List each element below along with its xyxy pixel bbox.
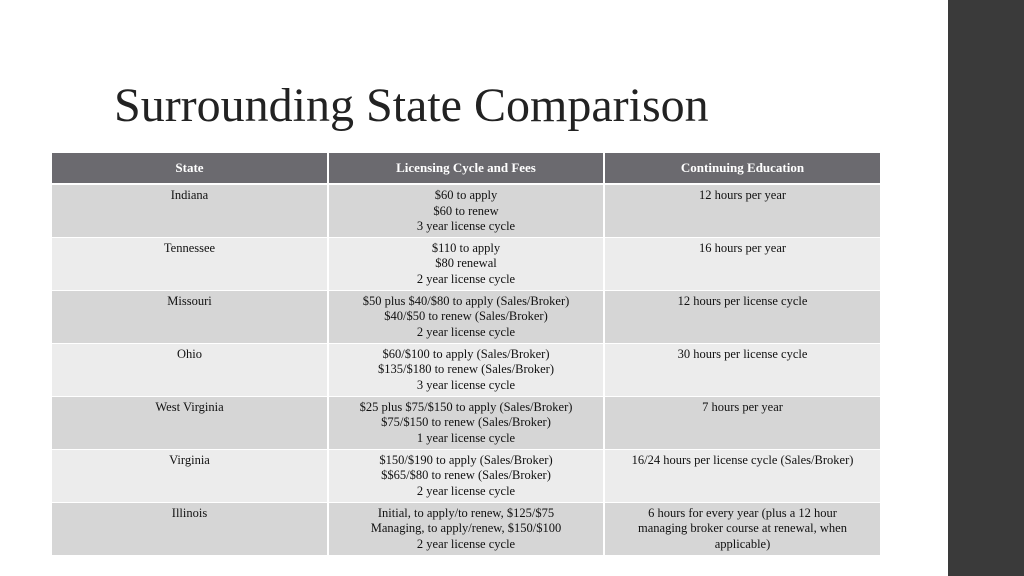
- state-name: Missouri: [167, 293, 212, 308]
- fee-line: $$65/$80 to renew (Sales/Broker): [381, 468, 551, 482]
- table-row: [52, 343, 880, 396]
- ce-cell: [604, 237, 880, 290]
- ce-line: 6 hours for every year (plus a 12 hour: [648, 505, 837, 520]
- ce-line: 16/24 hours per license cycle (Sales/Broker): [631, 452, 854, 467]
- fee-line: $60 to apply: [434, 188, 498, 202]
- fees-cell: [328, 502, 604, 555]
- fee-line: $40/$50 to renew (Sales/Broker): [384, 309, 548, 323]
- fee-line: Managing, to apply/renew, $150/$100: [370, 521, 562, 535]
- state-name: Virginia: [169, 452, 210, 467]
- fees-cell: [328, 449, 604, 502]
- fee-line: $75/$150 to renew (Sales/Broker): [381, 415, 551, 429]
- ce-line: 12 hours per license cycle: [677, 293, 808, 308]
- table-row: [52, 502, 880, 555]
- ce-cell: [604, 396, 880, 449]
- table-row: [52, 237, 880, 290]
- table-row: [52, 184, 880, 237]
- fee-line: 2 year license cycle: [416, 483, 516, 498]
- state-cell: [52, 396, 328, 449]
- ce-cell: [604, 449, 880, 502]
- state-cell: [52, 449, 328, 502]
- state-cell: [52, 237, 328, 290]
- fee-line: $135/$180 to renew (Sales/Broker): [377, 362, 554, 376]
- fee-line: $150/$190 to apply (Sales/Broker): [379, 452, 553, 467]
- header-licensing: Licensing Cycle and Fees: [328, 153, 604, 184]
- ce-line: applicable): [714, 536, 771, 551]
- table-row: [52, 449, 880, 502]
- state-name: West Virginia: [155, 399, 224, 414]
- fees-cell: [328, 184, 604, 237]
- fee-line: $50 plus $40/$80 to apply (Sales/Broker): [362, 293, 570, 308]
- ce-line: 30 hours per license cycle: [677, 346, 808, 361]
- fee-line: Initial, to apply/to renew, $125/$75: [377, 505, 555, 520]
- state-name: Indiana: [170, 188, 209, 202]
- fee-line: 2 year license cycle: [416, 536, 516, 551]
- ce-line: 16 hours per year: [698, 240, 787, 255]
- header-education: Continuing Education: [604, 153, 880, 184]
- ce-cell: [604, 343, 880, 396]
- fee-line: $80 renewal: [435, 256, 497, 270]
- fee-line: 2 year license cycle: [416, 271, 516, 286]
- ce-line: 12 hours per year: [698, 188, 787, 202]
- state-cell: [52, 343, 328, 396]
- fees-cell: [328, 237, 604, 290]
- fee-line: 3 year license cycle: [416, 219, 516, 233]
- ce-line: 7 hours per year: [702, 399, 783, 414]
- ce-cell: [604, 502, 880, 555]
- ce-line: managing broker course at renewal, when: [638, 521, 847, 535]
- state-cell: [52, 184, 328, 237]
- state-cell: [52, 502, 328, 555]
- state-name: Ohio: [177, 346, 202, 361]
- fee-line: 2 year license cycle: [416, 324, 516, 339]
- header-state: State: [52, 153, 328, 184]
- fee-line: $60 to renew: [433, 203, 499, 218]
- table-header-row: [52, 153, 880, 184]
- comparison-table: [52, 153, 880, 556]
- table-row: [52, 396, 880, 449]
- fee-line: $110 to apply: [431, 240, 501, 255]
- fee-line: $60/$100 to apply (Sales/Broker): [382, 346, 550, 361]
- fees-cell: [328, 343, 604, 396]
- fees-cell: [328, 290, 604, 343]
- fee-line: $25 plus $75/$150 to apply (Sales/Broker): [359, 399, 573, 414]
- state-name: Illinois: [171, 505, 208, 520]
- fee-line: 1 year license cycle: [416, 430, 516, 445]
- side-accent-bar: [948, 0, 1024, 576]
- state-name: Tennessee: [163, 240, 216, 255]
- table-row: [52, 290, 880, 343]
- state-cell: [52, 290, 328, 343]
- ce-cell: [604, 290, 880, 343]
- ce-cell: [604, 184, 880, 237]
- fee-line: 3 year license cycle: [416, 377, 516, 392]
- slide-title: Surrounding State Comparison: [114, 79, 709, 132]
- fees-cell: [328, 396, 604, 449]
